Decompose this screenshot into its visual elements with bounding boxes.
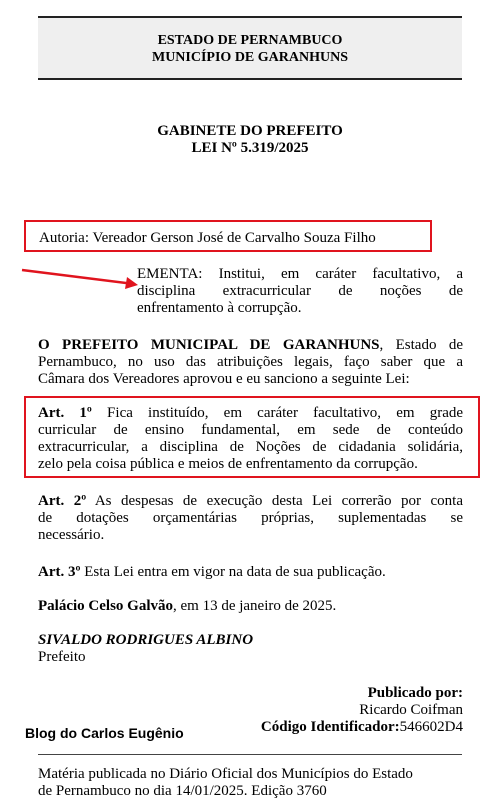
header-state: ESTADO DE PERNAMBUCO [157,33,343,48]
ementa-line: enfrentamento à corrupção. [137,300,302,316]
preamble [38,337,463,388]
article-line: extracurricular, a disciplina de Noções de cidadania solidária, [38,439,463,455]
authorship-box [24,220,432,252]
article-text: As despesas de execução desta Lei correrão por conta [86,493,463,509]
article-2 [38,493,463,544]
signature [38,632,463,666]
publication-footer [38,766,463,800]
article-label: Art. 3º [38,564,81,580]
signer-role: Prefeito [38,649,86,665]
article-text: Fica instituído, em caráter facultativo, em grade [91,405,464,421]
place-name: Palácio Celso Galvão [38,598,173,614]
article-line: curricular de ensino fundamental, em sede de conteúdo [38,422,463,438]
preamble-line [38,337,463,354]
footer-line: de Pernambuco no dia 14/01/2025. Edição 3760 [38,783,327,799]
title-law-number: LEI Nº 5.319/2025 [191,140,309,156]
title-office: GABINETE DO PREFEITO [157,123,343,139]
article-line [38,405,463,422]
preamble-line: Câmara dos Vereadores aprovou e eu sanciono a seguinte Lei: [38,371,410,387]
authorship-text: Autoria: Vereador Gerson José de Carvalho Souza Filho [39,230,376,246]
article-label: Art. 1º [38,405,92,421]
document-header [38,16,462,80]
article-line: necessário. [38,527,105,543]
article-line: de dotações orçamentárias próprias, suplementadas se [38,510,463,526]
publisher-name: Ricardo Coifman [359,702,463,718]
preamble-bold: O PREFEITO MUNICIPAL DE GARANHUNS [38,337,380,353]
place-date [38,598,463,615]
preamble-text: , Estado de [379,337,463,353]
article-line [38,493,463,510]
ementa [137,266,463,317]
published-label: Publicado por: [367,685,463,701]
blog-watermark: Blog do Carlos Eugênio [25,725,184,741]
signer-name: SIVALDO RODRIGUES ALBINO [38,632,254,648]
article-1 [38,405,463,473]
document-title [38,123,462,157]
ementa-line: disciplina extracurricular de noções de [137,283,463,299]
header-municipality: MUNICÍPIO DE GARANHUNS [151,50,348,65]
footer-line: Matéria publicada no Diário Oficial dos Municípios do Estado [38,766,413,782]
article-3 [38,564,463,581]
identifier-label: Código Identificador: [260,719,400,735]
arrow-icon [20,264,140,292]
ementa-line: EMENTA: Institui, em caráter facultativo, a [137,266,463,282]
identifier-line [200,719,463,736]
preamble-line: Pernambuco, no uso das atribuições legais, faço saber que a [38,354,463,370]
article-line: zelo pela coisa pública e meios de enfrentamento da corrupção. [38,456,418,472]
article-label: Art. 2º [38,493,87,509]
date-text: , em 13 de janeiro de 2025. [173,598,337,614]
publication-info [200,685,463,736]
article-text: Esta Lei entra em vigor na data de sua publicação. [80,564,386,580]
identifier-value: 546602D4 [399,719,463,735]
footer-divider [38,754,462,755]
